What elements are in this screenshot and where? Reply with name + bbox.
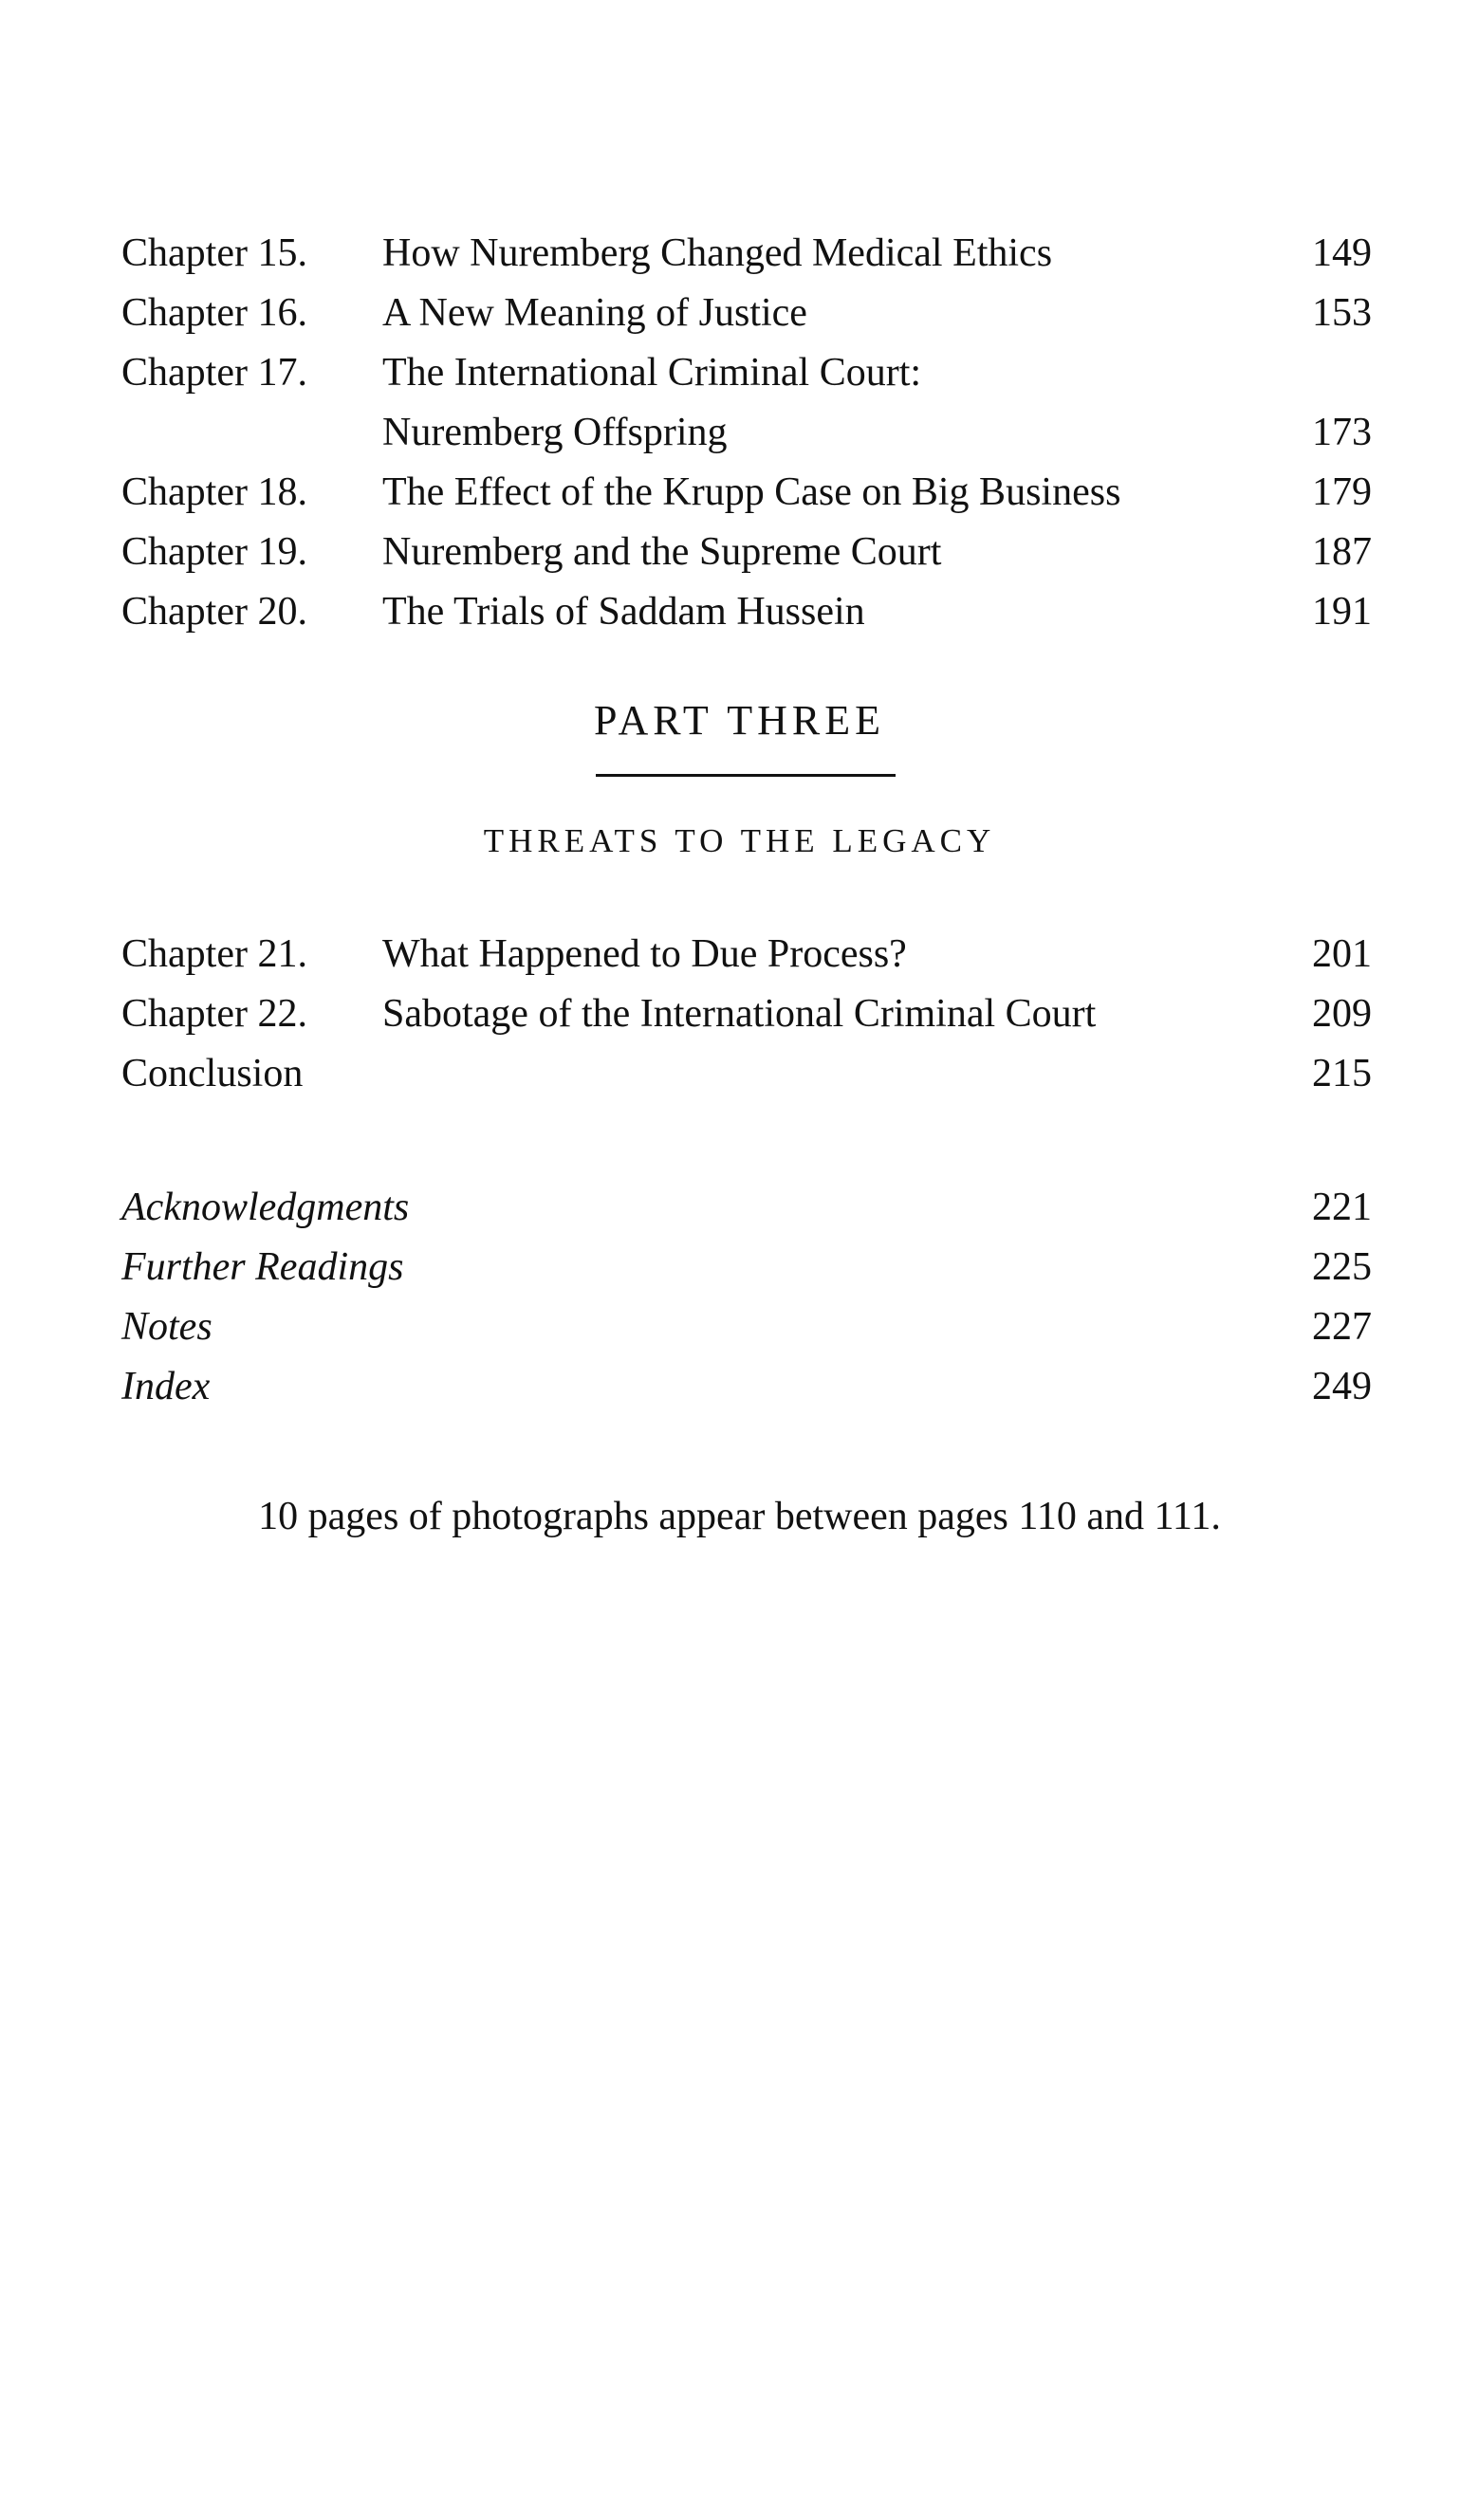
toc-entry-continuation: [121, 403, 1372, 463]
page-number: 173: [1312, 411, 1372, 454]
chapter-number: Chapter 22.: [121, 992, 307, 1036]
chapter-number: Chapter 18.: [121, 470, 307, 514]
toc-entry: [121, 523, 1372, 582]
page-number: 149: [1312, 231, 1372, 275]
page-number: 153: [1312, 291, 1372, 335]
chapter-title: The Trials of Saddam Hussein: [382, 590, 865, 634]
toc-entry: [121, 463, 1372, 523]
toc-entry: [121, 1044, 1372, 1104]
toc-part-three-list: [121, 925, 1372, 1104]
part-three-heading: PART THREE: [594, 697, 885, 744]
toc-entry: [121, 984, 1372, 1044]
toc-back-matter-entry: [121, 1238, 1372, 1297]
toc-back-matter-entry: [121, 1178, 1372, 1238]
toc-back-matter-list: [121, 1178, 1372, 1417]
toc-entry: [121, 284, 1372, 343]
chapter-title: Sabotage of the International Criminal Court: [382, 992, 1097, 1036]
page-number: 179: [1312, 470, 1372, 514]
chapter-title: A New Meaning of Justice: [382, 291, 807, 335]
chapter-number: Conclusion: [121, 1052, 304, 1095]
toc-entry: [121, 925, 1372, 984]
chapter-number: Chapter 19.: [121, 530, 307, 574]
back-matter-label: Index: [121, 1365, 211, 1408]
page-number: 187: [1312, 530, 1372, 574]
part-three-subtitle: THREATS TO THE LEGACY: [483, 822, 996, 859]
toc-entry: [121, 582, 1372, 642]
chapter-title: How Nuremberg Changed Medical Ethics: [382, 231, 1053, 275]
back-matter-label: Notes: [121, 1305, 213, 1349]
page-number: 209: [1312, 992, 1372, 1036]
toc-back-matter-entry: [121, 1357, 1372, 1417]
chapter-number: Chapter 15.: [121, 231, 307, 275]
back-matter-label: Further Readings: [121, 1245, 404, 1289]
chapter-number: Chapter 16.: [121, 291, 307, 335]
chapter-title: Nuremberg Offspring: [382, 411, 728, 454]
toc-entry: [121, 343, 1372, 403]
chapter-number: Chapter 20.: [121, 590, 307, 634]
page-number: 201: [1312, 932, 1372, 976]
chapter-title: What Happened to Due Process?: [382, 932, 907, 976]
back-matter-label: Acknowledgments: [121, 1186, 410, 1229]
part-heading-rule: [596, 774, 896, 777]
page-number: 225: [1312, 1245, 1372, 1289]
page-number: 215: [1312, 1052, 1372, 1095]
chapter-title: Nuremberg and the Supreme Court: [382, 530, 942, 574]
page-number: 227: [1312, 1305, 1372, 1349]
chapter-title: The Effect of the Krupp Case on Big Business: [382, 470, 1121, 514]
chapter-number: Chapter 17.: [121, 351, 307, 395]
page-number: 249: [1312, 1365, 1372, 1408]
toc-part-two-list: [121, 224, 1372, 642]
chapter-number: Chapter 21.: [121, 932, 307, 976]
toc-entry: [121, 224, 1372, 284]
chapter-title: The International Criminal Court:: [382, 351, 922, 395]
page-number: 221: [1312, 1186, 1372, 1229]
photographs-note: 10 pages of photographs appear between pages 110 and 111.: [258, 1495, 1221, 1538]
page-number: 191: [1312, 590, 1372, 634]
toc-back-matter-entry: [121, 1297, 1372, 1357]
